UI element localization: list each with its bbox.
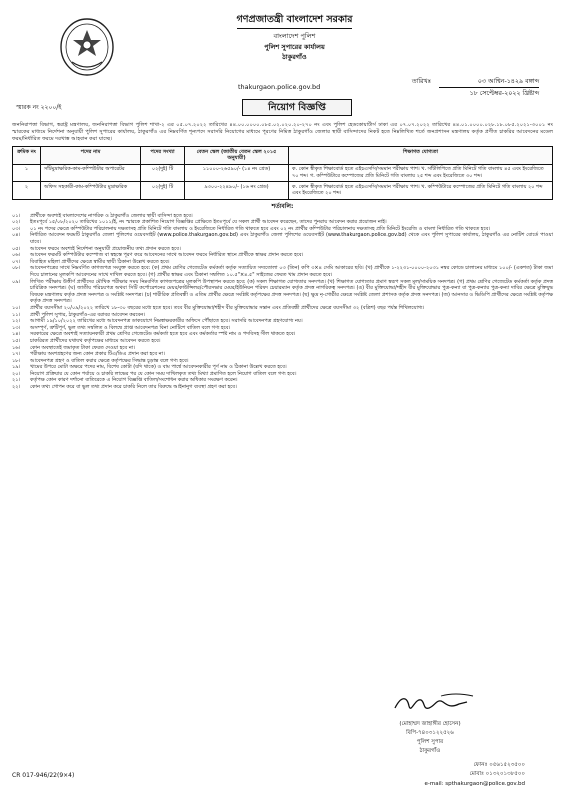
office-name: পুলিশ সুপারের কার্যালয় bbox=[264, 42, 325, 51]
intro-paragraph: জননিরাপত্তা বিভাগ, স্বরাষ্ট্র মন্ত্রণালয়, জননিরাপত্তা বিভাগ পুলিশ শাখা-২ এর ০৫.০৭.২০২২ তারিখের ৪৪.০০.০০০০.০৮৫.০২.০২০.২০-২৭০ নং এবং পুলিশ হেডকোয়ার্টার্স ঢাকা এর ০৭.০৭.২০২২ তারিখের ৪৪.০১.০০০০.০২৮.১৮.০৮৫.২০২১-৩০০১ নং স্মারকের মাধ্যমে নির্দেশনা অনুযায়ী পুলিশ সুপারের কার্যালয়, ঠাকুরগাঁও এর নিম্নবর্ণিত শূন্যপদে সরাসরি নিয়োগের মাধ্যমে পূরণের নিমিত্ত ঠাকুরগাঁও জেলার স্থায়ী বাসিন্দাদের নিকট হতে নিম্নলিখিত শর্তে জনপ্রশাসন মন্ত্রণালয় কর্তৃক প্রণীত চাকরির আবেদনের মডেল ফরম/নির্ধারিত ফরমে দরখাস্ত আহবান করা যাচ্ছে। bbox=[12, 122, 553, 143]
list-item: ০১। প্রার্থীকে অবশ্যই বাংলাদেশের নাগরিক ও ঠাকুরগাঁও জেলার স্থায়ী বাসিন্দা হতে হবে। bbox=[12, 212, 193, 219]
col-post-name: পদের নাম bbox=[41, 147, 141, 165]
notice-title: নিয়োগ বিজ্ঞপ্তি bbox=[242, 99, 352, 116]
date-english: ১৮ সেপ্টেম্বর-২০২২ খ্রিষ্টাব্দ bbox=[469, 89, 539, 97]
list-item: ০৮। আবেদনপত্রের সাথে নিম্নবর্ণিত কাগজপত্র সংযুক্ত করতে হবে: (ক) প্রথম শ্রেণির গেজেটেড কর্মকর্তা কর্তৃক সত্যায়িত সদ্যতোলা ০৩ (তিন) কপি ৩×৪ সেমি আকারের ছবি। (খ) প্রার্থীকে ১-২২৩১-০০০০-২০৩১ নম্বর কোডে চালানের মাধ্যমে ১০০/- (একশত) টাকা জমা দিয়ে চালানের মূলকপি আবেদনের সাথে দাখিল করতে হবে। (গ) প্রার্থীর স্বাক্ষর এবং ঠিকানা সম্বলিত ১০.৫"×৪.৫" সাইজের ফেরত খাম প্রদান করতে হবে। bbox=[12, 265, 553, 278]
list-item: ১৩। অসম্পূর্ণ, ত্রুটিপূর্ণ, ভুল তথ্য সম্বলিত ও বিলম্বে প্রাপ্ত আবেদনপত্র বিনা নোটিশে বাতিল বলে গণ্য হবে। bbox=[12, 324, 231, 331]
col-pay-scale: বেতন স্কেল (জাতীয় বেতন স্কেল ২০১৫ অনুযায়ী) bbox=[185, 147, 289, 165]
conditions-title: শর্তাবলি: bbox=[271, 202, 294, 210]
conditions-list bbox=[12, 213, 553, 391]
cell-post-count: ০২(দুই) টি bbox=[141, 164, 185, 182]
phone-number: ফোনঃ ০৫৬১৫২৩৫০০ bbox=[473, 762, 525, 768]
office-heading bbox=[162, 14, 427, 62]
list-item: ১১। প্রার্থী পুলিশ সুপার, ঠাকুরগাঁও-এর বরাবর আবেদন করবেন। bbox=[12, 311, 146, 318]
list-item: ১৬। কোন অবস্থাতেই জমাকৃত টাকা ফেরত দেওয়া হবে না। bbox=[12, 344, 135, 351]
list-item: ০৩। ০১ নং পদের ক্ষেত্রে কম্পিউটার পরিচালনায় দক্ষতাসহ প্রতি মিনিটে গতি বাংলায় ও ইংরেজিতে নির্ধারিত গতি থাকতে হবে এবং ০২ নং প্রার্থীর কম্পিউটার পরিচালনায় দক্ষতাসহ প্রতি মিনিটে ইংরেজি ও বাংলা নির্ধারিত গতি থাকতে হবে। bbox=[12, 225, 491, 232]
date-label: তারিখঃ bbox=[411, 78, 431, 85]
list-item: ০৯। লিখিত পরীক্ষায় উত্তীর্ণ প্রার্থীদের মৌখিক পরীক্ষার সময় নিম্নবর্ণিত কাগজপত্রের মূলকপি উপস্থাপন করতে হবে: (ক) সকল শিক্ষাগত যোগ্যতার সনদপত্র। (খ) শিক্ষাগত যোগ্যতার প্রমাণ স্বরূপ সকল মূল/সাময়িক সনদপত্র। (গ) প্রথম শ্রেণির গেজেটেড কর্মকর্তা কর্তৃক প্রদত্ত চারিত্রিক সনদপত্র। (ঘ) জাতীয় পরিচয়পত্র অথবা সিটি কর্পোরেশনের মেয়র/কাউন্সিলর/পৌরসভার মেয়র/ইউনিয়ন পরিষদ চেয়ারম্যান কর্তৃক প্রদত্ত নাগরিকত্ব সনদপত্র। (ঙ) বীর মুক্তিযোদ্ধা/শহীদ বীর মুক্তিযোদ্ধার পুত্র-কন্যা বা পুত্র-কন্যার পুত্র-কন্যা দাবির ক্ষেত্রে মুক্তিযুদ্ধ বিষয়ক মন্ত্রণালয় কর্তৃক প্রদত্ত সনদপত্র ও সংশ্লিষ্ট সনদপত্র। (চ) শারীরিক প্রতিবন্ধী ও এতিম প্রার্থীর ক্ষেত্রে সংশ্লিষ্ট কর্তৃপক্ষের প্রদত্ত সনদপত্র। (ছ) ক্ষুদ্র নৃ-গোষ্ঠীর ক্ষেত্রে সংশ্লিষ্ট জেলা প্রশাসক কর্তৃক প্রদত্ত সনদপত্র। (জ) আনসার ও ভিডিপি প্রার্থীদের ক্ষেত্রে সংশ্লিষ্ট কর্তৃপক্ষ কর্তৃক প্রদত্ত সনদপত্র। bbox=[12, 278, 553, 305]
contact-block bbox=[425, 760, 526, 788]
officer-bp-number: বিপি-৭৪০৩১২২৫২৬ bbox=[406, 729, 454, 736]
list-item: ১৯। খামের উপরে মোটা অক্ষরে পদের নাম, বিশেষ কোটা (যদি থাকে) ও বাম পার্শ্বে আবেদনকারীর পূর্ণ নাম ও ঠিকানা উল্লেখ করতে হবে। bbox=[12, 364, 287, 371]
cell-qualification: ক. কোন স্বীকৃত শিক্ষাবোর্ড হতে এইচএসসি/সমমান পরীক্ষায় পাশ। খ. সাঁটলিপিতে প্রতি মিনিটে গতি বাংলায় ৪৫ এবং ইংরেজিতে ৭০ শব্দ। গ. কম্পিউটারে কম্পোজের প্রতি মিনিটে গতি বাংলায় ২৫ শব্দ এবং ইংরেজিতে ৩০ শব্দ। bbox=[289, 164, 553, 182]
handwritten-signature bbox=[355, 690, 505, 716]
list-item: ১২। আগামী ১৯/১০/২০২২ তারিখের মধ্যে আবেদনপত্র ডাকযোগে নিম্নস্বাক্ষরকারীর অফিসে পৌঁছাতে হবে। সরাসরি আবেদনপত্র গ্রহণযোগ্য নয়। bbox=[12, 318, 303, 325]
col-serial: ক্রমিক নং bbox=[13, 147, 41, 165]
list-item: ০২। ইতঃপূর্বে ১৫/০৮/২০২০ তারিখের ১০১১/ই, নং স্মারকে প্রকাশিত নিয়োগ বিজ্ঞপ্তির প্রেক্ষিতে ইতঃপূর্বে যে সকল প্রার্থী আবেদন করেছেন, তাদের পুনরায় আবেদন করার প্রয়োজন নাই। bbox=[12, 219, 387, 226]
table-row bbox=[13, 164, 553, 182]
cr-number: CR 017-946/22(9×4) bbox=[12, 772, 75, 779]
list-item: ০৭। বিবাহিত মহিলা প্রার্থীদের ক্ষেত্রে স্বামীর স্থায়ী ঠিকানা উল্লেখ করতে হবে। bbox=[12, 258, 170, 265]
list-item: ২১। কর্তৃপক্ষ কোন কারণ দর্শানো ব্যতিরেকে এ নিয়োগ বিজ্ঞপ্তি বাতিল/সংশোধন করার অধিকার সংরক্ষণ করেন। bbox=[12, 377, 238, 384]
mobile-number: মোবাঃ ০১৩২০১৩৮৫০০ bbox=[469, 771, 525, 778]
list-item: ০৫। আবেদন ফরমে অবশ্যই নির্দেশনা অনুযায়ী প্রয়োজনীয় তথ্য প্রদান করতে হবে। bbox=[12, 245, 181, 252]
cell-pay-scale: ১১০০০-২৬৫৯০/- (১৪ নং গ্রেড) bbox=[185, 164, 289, 182]
department-name: বাংলাদেশ পুলিশ bbox=[273, 31, 316, 40]
list-item: ১০। প্রার্থীর বয়সসীমা ২০/০৯/২০২২ তারিখে ১৮-৩০ বছরের মধ্যে হতে হবে। তবে বীর মুক্তিযোদ্ধা/শহীদ বীর মুক্তিযোদ্ধার সন্তান এবং প্রতিবন্ধী প্রার্থীদের ক্ষেত্রে বয়সসীমা ৩২ (বত্রিশ) বছর পর্যন্ত শিথিলযোগ্য। bbox=[12, 304, 425, 311]
email-address: e-mail: spthakurgaon@police.gov.bd bbox=[424, 780, 525, 787]
district-name: ঠাকুরগাঁও bbox=[282, 53, 307, 62]
col-post-count: পদের সংখ্যা bbox=[141, 147, 185, 165]
cell-post-name: সাঁটমুদ্রাক্ষরিক-কাম-কম্পিউটার অপারেটর bbox=[41, 164, 141, 182]
cell-post-count: ০২(দুই) টি bbox=[141, 182, 185, 200]
signature-block bbox=[355, 690, 505, 755]
cell-serial: ১ bbox=[13, 164, 41, 182]
col-qualification: শিক্ষাগত যোগ্যতা bbox=[289, 147, 553, 165]
memo-number: স্মারক নং ২২০০/ই bbox=[16, 104, 62, 111]
officer-name: (মোহাম্মদ জাহাঙ্গীর হোসেন) bbox=[399, 720, 461, 727]
list-item: ১৫। চাকরিরত প্রার্থীদের যথাযথ কর্তৃপক্ষের মাধ্যমে আবেদন করতে হবে। bbox=[12, 337, 161, 344]
list-item: ১৮। আবেদনপত্র গ্রহণ ও বাতিল করার ক্ষেত্রে কর্তৃপক্ষের সিদ্ধান্ত চূড়ান্ত বলে গণ্য হবে। bbox=[12, 357, 189, 364]
bangladesh-police-seal-icon bbox=[58, 16, 116, 78]
officer-designation: পুলিশ সুপার bbox=[416, 738, 444, 745]
cell-qualification: ক. কোন স্বীকৃত শিক্ষাবোর্ড হতে এইচএসসি/সমমান পরীক্ষায় পাশ। খ. কম্পিউটারে কম্পোজের প্রতি মিনিটে গতি বাংলায় ২০ শব্দ এবং ইংরেজিতে ২০ শব্দ। bbox=[289, 182, 553, 200]
list-item: ২০। নিয়োগ প্রক্রিয়ার যে কোন পর্যায়ে ও চাকরি লাভের পর যে কোন সময় দাখিলকৃত তথ্য মিথ্যা প্রমাণিত হলে নিয়োগ বাতিল বলে গণ্য হবে। bbox=[12, 370, 297, 377]
letterhead bbox=[12, 6, 553, 114]
table-row bbox=[13, 182, 553, 200]
list-item: ২২। কোন তথ্য গোপন করে বা ভুল তথ্য প্রদান করে চাকরি নিলে তার বিরুদ্ধে আইনানুগ ব্যবস্থা গ্রহণ করা হবে। bbox=[12, 384, 237, 391]
list-item: ০৬। আবেদন ফরমটি কম্পিউটার কম্পোজ বা স্বহস্তে পূরণ করে আবেদনের সাথে আবেদন ফরমে নির্ধারিত স্থানে প্রার্থীকে স্বাক্ষর প্রদান করতে হবে। bbox=[12, 252, 304, 259]
posts-table bbox=[12, 146, 553, 200]
website-text: thakurgaon.police.gov.bd bbox=[238, 83, 321, 91]
date-block bbox=[412, 78, 539, 98]
date-bangla: ০৩ আশ্বিন-১৪২৯ বঙ্গাব্দ bbox=[439, 78, 539, 88]
list-item: ০৪। নির্ধারিত আবেদন ফরমটি ঠাকুরগাঁও জেলা পুলিশের ওয়েবসাইট (www.police.thakurgaon.gov.bd) এবং ঠাকুরগাঁও জেলা পুলিশের ওয়েবসাইট (www.thakurgaon.police.gov.bd) থেকে এবং পুলিশ সুপারের কার্যালয়, ঠাকুরগাঁও এর নোটিশ বোর্ডে পাওয়া যাবে। bbox=[12, 232, 553, 246]
cell-pay-scale: ৯৩০০-২২৪৯০/- (১৬ নং গ্রেড) bbox=[185, 182, 289, 200]
cell-serial: ২ bbox=[13, 182, 41, 200]
cell-post-name: অফিস সহকারী-কাম-কম্পিউটার মুদ্রাক্ষরিক bbox=[41, 182, 141, 200]
table-header-row bbox=[13, 147, 553, 165]
list-item: ১৪। সরকারের ক্ষেত্রে অবশ্যই সত্যায়নকারী প্রথম শ্রেণির গেজেটেড কর্মকর্তা হতে হবে এবং কর্মকর্তার স্পষ্ট নাম ও পদবিসহ সীল থাকতে হবে। bbox=[12, 331, 296, 338]
list-item: ১৭। পরীক্ষায় অংশগ্রহণের জন্য কোন প্রকার টিএ/ডিএ প্রদান করা হবে না। bbox=[12, 351, 165, 358]
government-title: গণপ্রজাতন্ত্রী বাংলাদেশ সরকার bbox=[237, 14, 353, 29]
officer-district: ঠাকুরগাঁও bbox=[419, 747, 441, 754]
